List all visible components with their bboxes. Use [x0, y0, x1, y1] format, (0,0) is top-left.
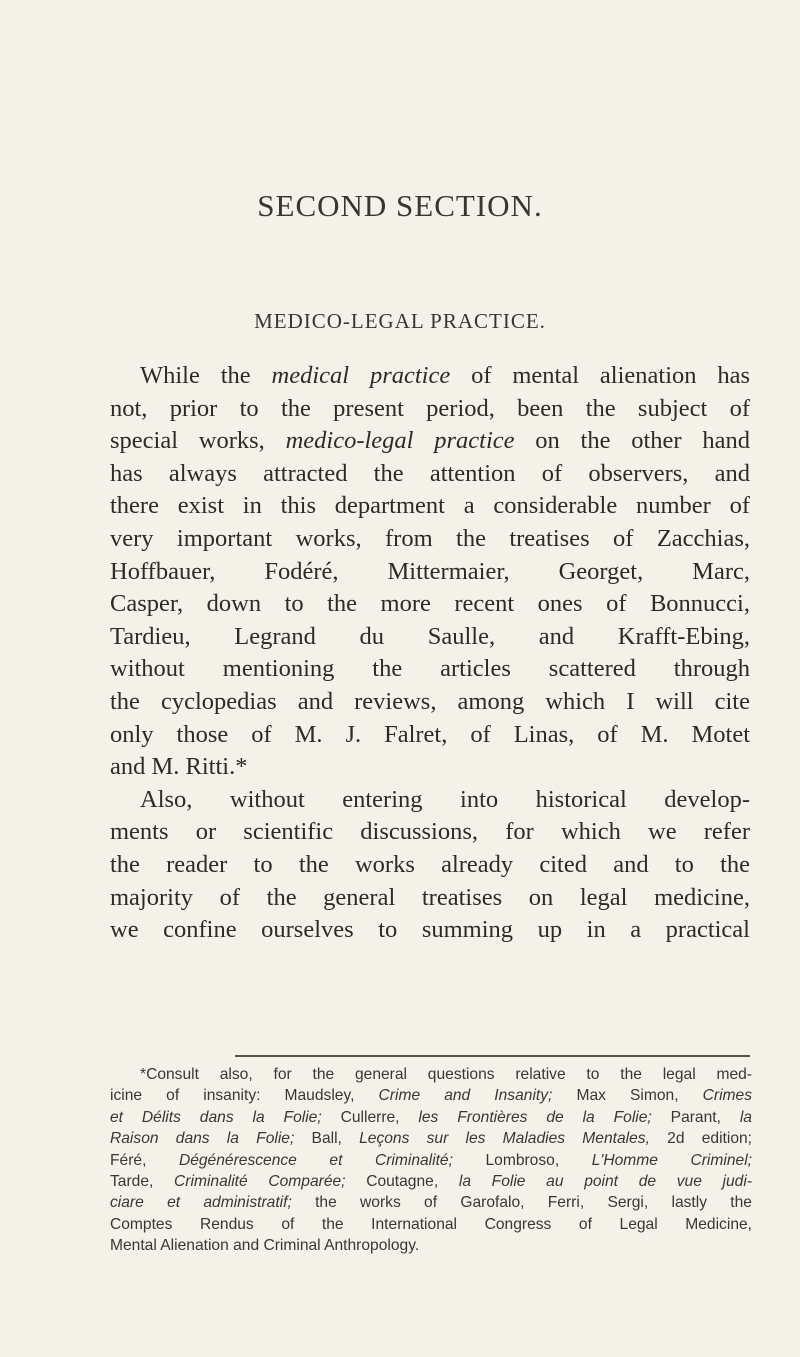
text-line: we confine ourselves to summing up in a practical [110, 916, 750, 944]
footnote-line: *Consult also, for the general questions relative to the legal med- [140, 1066, 752, 1083]
footnote-line: Féré, Dégénérescence et Criminalité; Lombroso, L'Homme Criminel; [110, 1151, 752, 1169]
footnote-line: Tarde, Criminalité Comparée; Coutagne, la Folie au point de vue judi- [110, 1173, 753, 1191]
text-line: the cyclopedias and reviews, among which I will cite [110, 687, 750, 715]
text-line: and M. Ritti.* [110, 753, 248, 781]
chapter-heading: MEDICO-LEGAL PRACTICE. [254, 309, 546, 333]
body-text [110, 360, 750, 947]
footnote-line: Comptes Rendus of the International Congress of Legal Medicine, [110, 1215, 752, 1233]
text-line: has always attracted the attention of observers, and [110, 459, 750, 487]
text-line: special works, medico-legal practice on the other hand [110, 427, 750, 455]
text-line: Casper, down to the more recent ones of Bonnucci, [110, 590, 750, 618]
text-line: very important works, from the treatises of Zacchias, [110, 524, 750, 552]
text-line: there exist in this department a considerable number of [110, 492, 750, 520]
footnote [110, 1064, 752, 1257]
text-line: the reader to the works already cited and to the [110, 850, 750, 878]
text-line: While the medical practice of mental alienation has [140, 362, 751, 389]
text-line: majority of the general treatises on legal medicine, [110, 883, 750, 911]
footnote-line: et Délits dans la Folie; Cullerre, les Frontières de la Folie; Parant, la [110, 1108, 752, 1126]
footnote-line: icine of insanity: Maudsley, Crime and Insanity; Max Simon, Crimes [110, 1087, 752, 1105]
footnote-line: Mental Alienation and Criminal Anthropology. [110, 1237, 420, 1255]
footnote-divider [235, 1055, 750, 1057]
text-line: Tardieu, Legrand du Saulle, and Krafft-Ebing, [110, 622, 750, 650]
text-line: only those of M. J. Falret, of Linas, of M. Motet [110, 720, 750, 748]
text-line: Also, without entering into historical develop- [140, 785, 750, 813]
text-line: without mentioning the articles scattered through [110, 655, 750, 683]
section-heading: SECOND SECTION. [257, 188, 543, 223]
text-line: not, prior to the present period, been the subject of [110, 394, 750, 422]
footnote-line: Raison dans la Folie; Ball, Leçons sur les Maladies Mentales, 2d edition; [110, 1130, 753, 1148]
footnote-line: ciare et administratif; the works of Garofalo, Ferri, Sergi, lastly the [110, 1194, 752, 1212]
text-line: ments or scientific discussions, for which we refer [110, 818, 750, 846]
text-line: Hoffbauer, Fodéré, Mittermaier, Georget, Marc, [110, 557, 750, 585]
